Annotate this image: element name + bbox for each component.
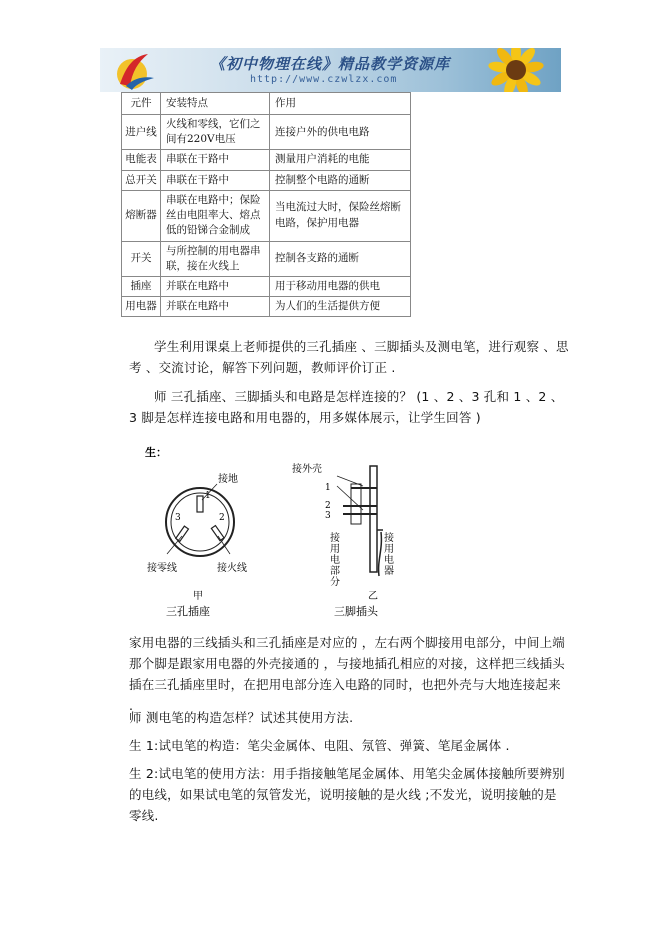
table-header-cell: 安装特点 xyxy=(161,93,270,115)
table-cell: 测量用户消耗的电能 xyxy=(270,150,411,170)
socket-plug-diagram xyxy=(125,440,545,620)
table-row xyxy=(122,170,411,190)
banner-url[interactable]: http://www.czwlzx.com xyxy=(250,74,398,85)
table-cell: 串联在电路中；保险丝由电阻率大、熔点低的铅锑合金制成 xyxy=(161,190,270,241)
table-cell: 电能表 xyxy=(122,150,161,170)
plug-letter: 乙 xyxy=(368,591,378,602)
socket-live-label: 接火线 xyxy=(217,563,247,574)
figure-sheng-label: 生： xyxy=(145,446,167,459)
socket-number-1: 1 xyxy=(205,491,211,501)
table-header-cell: 元件 xyxy=(122,93,161,115)
plug-appliance-label: 接用电器 xyxy=(381,532,393,576)
paragraph-intro xyxy=(129,336,569,378)
table-cell: 进户线 xyxy=(122,115,161,150)
logo-icon xyxy=(104,48,164,92)
paragraph-text: 家用电器的三线插头和三孔插座是对应的 ，左右两个脚接用电部分，中间上端那个脚是跟家用电器的外壳接通的 ，与接地插孔相应的对接，这样把三线插头插在三孔插座里时，在把用电部分连入电路的同时，也把外壳与大地连接起来 . xyxy=(129,635,565,713)
sunflower-icon xyxy=(471,48,561,92)
banner-title: 《初中物理在线》精品教学资源库 xyxy=(210,55,451,73)
table-cell: 串联在干路中 xyxy=(161,150,270,170)
paragraph-tester-structure xyxy=(129,735,569,756)
table-cell: 并联在电路中 xyxy=(161,276,270,296)
table-cell: 用于移动用电器的供电 xyxy=(270,276,411,296)
paragraph-tester-question xyxy=(129,707,569,728)
table-cell: 总开关 xyxy=(122,170,161,190)
socket-plug-figure xyxy=(125,440,545,620)
paragraph-text: 学生利用课桌上老师提供的三孔插座 、三脚插头及测电笔，进行观察 、思考 、交流讨论，解答下列问题，教师评价订正 . xyxy=(129,339,569,375)
three-pin-plug xyxy=(292,462,394,618)
socket-caption: 三孔插座 xyxy=(166,605,210,618)
paragraph-explanation xyxy=(129,632,569,716)
table-cell: 连接户外的供电电路 xyxy=(270,115,411,150)
table-header-row xyxy=(122,93,411,115)
paragraph-text: 师 测电笔的构造怎样？试述其使用方法. xyxy=(129,710,354,725)
table-cell: 与所控制的用电器串联，接在火线上 xyxy=(161,241,270,276)
socket-number-2: 2 xyxy=(219,513,225,523)
table-cell: 熔断器 xyxy=(122,190,161,241)
plug-part-label: 接用电部分 xyxy=(327,532,339,587)
table-header-cell: 作用 xyxy=(270,93,411,115)
socket-number-3: 3 xyxy=(175,513,181,523)
table-row xyxy=(122,241,411,276)
plug-case-label: 接外壳 xyxy=(292,464,322,475)
table-row xyxy=(122,297,411,317)
plug-body xyxy=(370,466,377,572)
table-cell: 火线和零线，它们之间有220V电压 xyxy=(161,115,270,150)
socket-neutral-label: 接零线 xyxy=(147,563,177,574)
socket-neutral-hole xyxy=(176,526,189,541)
header-banner xyxy=(100,48,561,92)
table-cell: 串联在干路中 xyxy=(161,170,270,190)
socket-letter: 甲 xyxy=(193,591,203,602)
table-row xyxy=(122,276,411,296)
plug-number-3: 3 xyxy=(325,511,331,521)
socket-live-hole xyxy=(211,526,224,541)
table-cell: 并联在电路中 xyxy=(161,297,270,317)
three-hole-socket xyxy=(147,472,247,618)
table-cell: 控制整个电路的通断 xyxy=(270,170,411,190)
table-cell: 开关 xyxy=(122,241,161,276)
table-cell: 用电器 xyxy=(122,297,161,317)
plug-caption: 三脚插头 xyxy=(334,605,378,618)
table-cell: 控制各支路的通断 xyxy=(270,241,411,276)
plug-number-1: 1 xyxy=(325,483,331,493)
socket-ground-hole xyxy=(197,496,203,512)
table-row xyxy=(122,190,411,241)
table-cell: 为人们的生活提供方便 xyxy=(270,297,411,317)
paragraph-question xyxy=(129,386,569,428)
table-row xyxy=(122,150,411,170)
paragraph-text: 生 1:试电笔的构造：笔尖金属体、电阻、氖管、弹簧、笔尾金属体 . xyxy=(129,738,510,753)
plug-number-2: 2 xyxy=(325,501,331,511)
paragraph-text: 师 三孔插座、三脚插头和电路是怎样连接的？ (1 、2 、3 孔和 1 、2 、3 脚是怎样连接电路和用电器的，用多媒体展示，让学生回答 ) xyxy=(129,389,564,425)
table-cell: 当电流过大时，保险丝熔断电路，保护用电器 xyxy=(270,190,411,241)
table-row xyxy=(122,115,411,150)
socket-ground-label: 接地 xyxy=(218,474,238,485)
component-table xyxy=(121,92,411,317)
paragraph-text: 生 2:试电笔的使用方法：用手指接触笔尾金属体、用笔尖金属体接触所要辨别的电线，如果试电笔的氖管发光，说明接触的是火线 ;不发光，说明接触的是零线. xyxy=(129,766,565,823)
table-cell: 插座 xyxy=(122,276,161,296)
paragraph-tester-usage xyxy=(129,763,569,826)
